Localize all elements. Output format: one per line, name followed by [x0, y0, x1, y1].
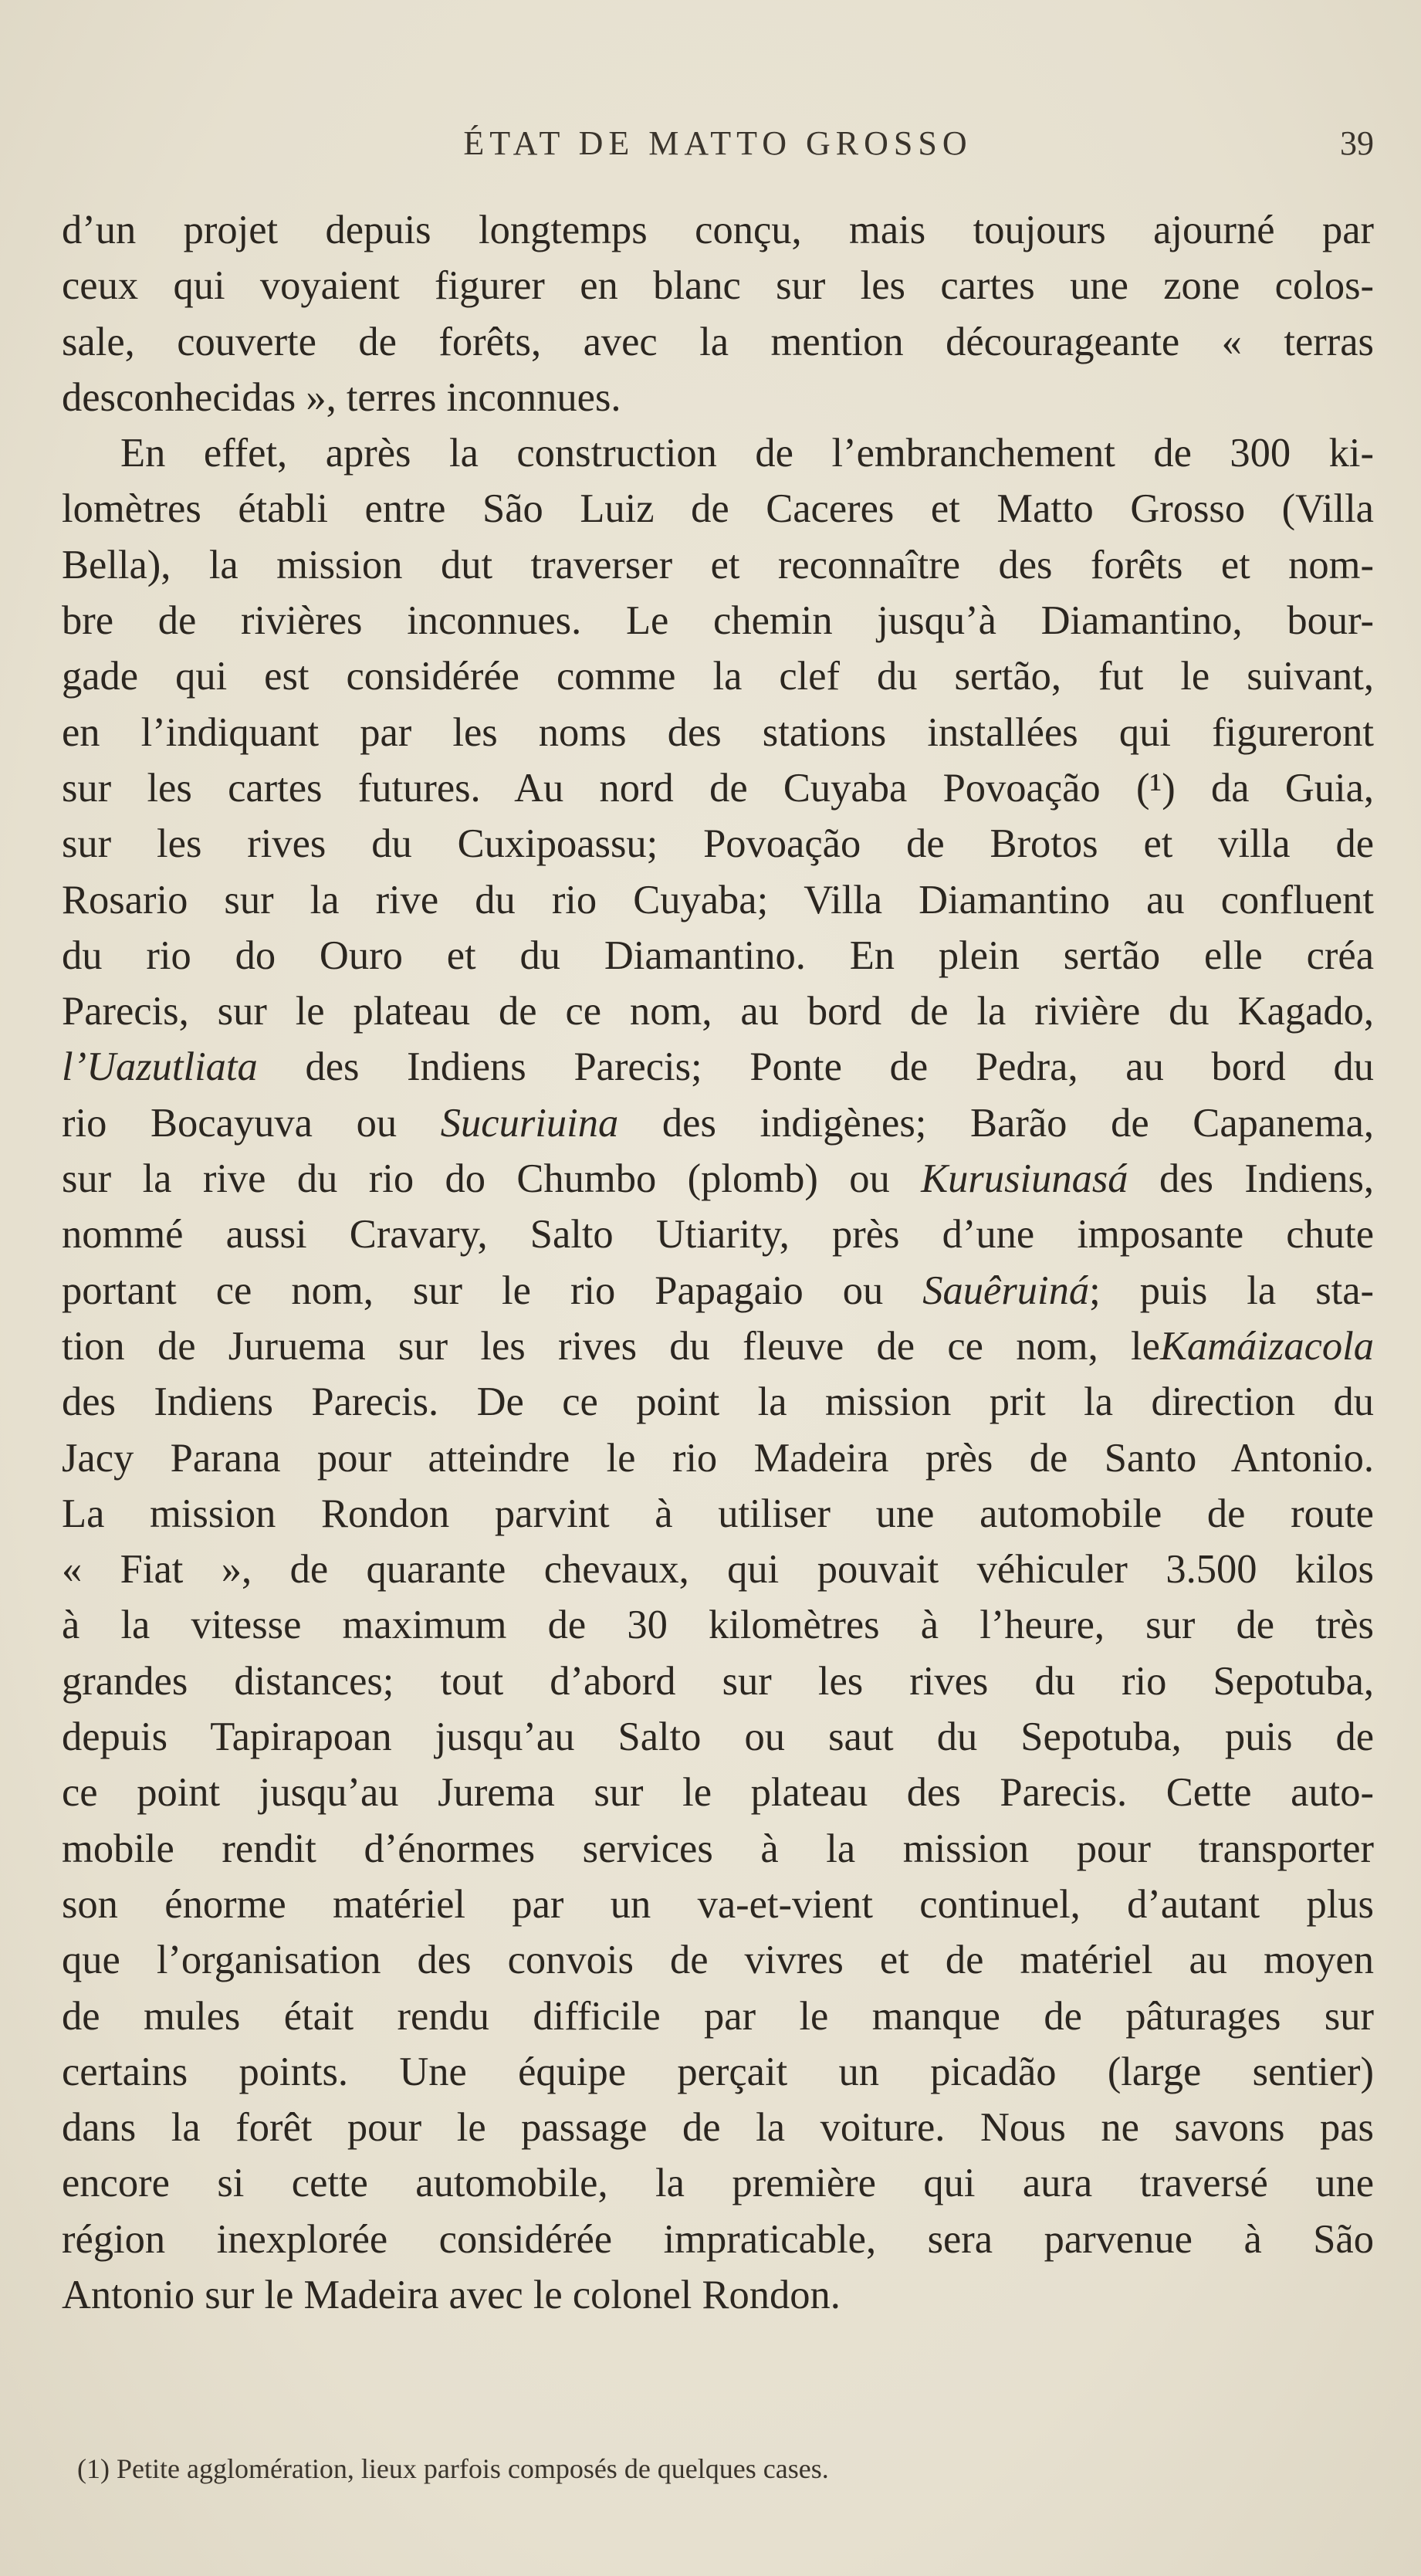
- italic-term: Sauêruiná: [922, 1268, 1090, 1313]
- text-fragment: rio Bocayuva ou: [62, 1100, 398, 1146]
- text-line: certains points. Une équipe perçait un picadão (large sentier): [62, 2049, 1374, 2094]
- text-line: de mules était rendu difficile par le manque de pâturages sur: [62, 1993, 1374, 2039]
- text-line: que l’organisation des convois de vivres et de matériel au moyen: [62, 1938, 1374, 1983]
- italic-term: Kurusiunasá: [921, 1156, 1128, 1202]
- text-line: son énorme matériel par un va-et-vient continuel, d’autant plus: [62, 1881, 1374, 1927]
- text-line: [62, 1095, 1374, 1151]
- text-line: du rio do Ouro et du Diamantino. En plein sertão elle créa: [62, 933, 1374, 978]
- text-line: sale, couverte de forêts, avec la mention décourageante « terras: [62, 319, 1374, 364]
- text-fragment: sur la rive du rio do Chumbo (plomb) ou: [62, 1156, 890, 1202]
- text-line: des Indiens Parecis. De ce point la mission prit la direction du: [62, 1379, 1374, 1425]
- running-head: [62, 124, 1374, 170]
- text-line: encore si cette automobile, la première qui aura traversé une: [62, 2161, 1374, 2206]
- text-line: [62, 1151, 1374, 1207]
- text-line: Parecis, sur le plateau de ce nom, au bord de la rivière du Kagado,: [62, 989, 1374, 1034]
- text-line: Rosario sur la rive du rio Cuyaba; Villa Diamantino au confluent: [62, 877, 1374, 922]
- text-line: depuis Tapirapoan jusqu’au Salto ou saut du Sepotuba, puis de: [62, 1715, 1374, 1760]
- text-line: ceux qui voyaient figurer en blanc sur les cartes une zone colos-: [62, 263, 1374, 309]
- running-title: ÉTAT DE MATTO GROSSO: [463, 124, 973, 162]
- text-fragment: tion de Juruema sur les rives du fleuve de ce nom, le: [62, 1323, 1160, 1369]
- body-text: [62, 202, 1374, 2323]
- text-line: grandes distances; tout d’abord sur les rives du rio Sepotuba,: [62, 1658, 1374, 1704]
- text-line: gade qui est considérée comme la clef du sertão, fut le suivant,: [62, 654, 1374, 699]
- page-number: 39: [1340, 124, 1374, 162]
- text-line: desconhecidas », terres inconnues.: [62, 374, 621, 420]
- text-line: Bella), la mission dut traverser et reconnaître des forêts et nom-: [62, 542, 1374, 587]
- text-fragment: ; puis la sta-: [1089, 1268, 1374, 1313]
- text-fragment: des indigènes; Barão de Capanema,: [661, 1100, 1374, 1146]
- text-fragment: portant ce nom, sur le rio Papagaio ou: [62, 1268, 884, 1313]
- text-line: lomètres établi entre São Luiz de Caceres et Matto Grosso (Villa: [62, 486, 1374, 532]
- text-line: d’un projet depuis longtemps conçu, mais toujours ajourné par: [62, 208, 1374, 252]
- italic-term: Kamáizacola: [1159, 1323, 1374, 1369]
- italic-term: l’Uazutliata: [62, 1044, 258, 1090]
- text-fragment: des Indiens Parecis; Ponte de Pedra, au bord du: [305, 1044, 1374, 1090]
- text-line: en l’indiquant par les noms des stations installées qui figureront: [62, 709, 1374, 755]
- text-line: bre de rivières inconnues. Le chemin jusqu’à Diamantino, bour-: [62, 598, 1374, 644]
- text-line: [62, 1039, 1374, 1095]
- text-line: à la vitesse maximum de 30 kilomètres à l’heure, sur de très: [62, 1603, 1374, 1648]
- text-line: dans la forêt pour le passage de la voiture. Nous ne savons pas: [62, 2105, 1374, 2151]
- text-line: Jacy Parana pour atteindre le rio Madeira près de Santo Antonio.: [62, 1435, 1374, 1481]
- text-line: « Fiat », de quarante chevaux, qui pouvait véhiculer 3.500 kilos: [62, 1547, 1374, 1593]
- footnote: (1) Petite agglomération, lieux parfois composés de quelques cases.: [77, 2453, 829, 2484]
- text-line: mobile rendit d’énormes services à la mission pour transporter: [62, 1826, 1374, 1871]
- text-fragment: des Indiens,: [1159, 1156, 1374, 1202]
- text-line: région inexplorée considérée impraticable, sera parvenue à São: [62, 2216, 1374, 2262]
- text-line: En effet, après la construction de l’embranchement de 300 ki-: [120, 431, 1374, 476]
- text-line: La mission Rondon parvint à utiliser une automobile de route: [62, 1491, 1374, 1536]
- text-line: sur les cartes futures. Au nord de Cuyaba Povoação (¹) da Guia,: [62, 765, 1374, 811]
- text-line: nommé aussi Cravary, Salto Utiarity, près d’une imposante chute: [62, 1212, 1374, 1258]
- italic-term: Sucuriuina: [440, 1100, 619, 1146]
- text-line: ce point jusqu’au Jurema sur le plateau des Parecis. Cette auto-: [62, 1770, 1374, 1816]
- text-line: Antonio sur le Madeira avec le colonel Rondon.: [62, 2272, 841, 2317]
- text-line: sur les rives du Cuxipoassu; Povoação de Brotos et villa de: [62, 821, 1374, 867]
- text-line: [62, 1263, 1374, 1318]
- text-line: [62, 1318, 1374, 1374]
